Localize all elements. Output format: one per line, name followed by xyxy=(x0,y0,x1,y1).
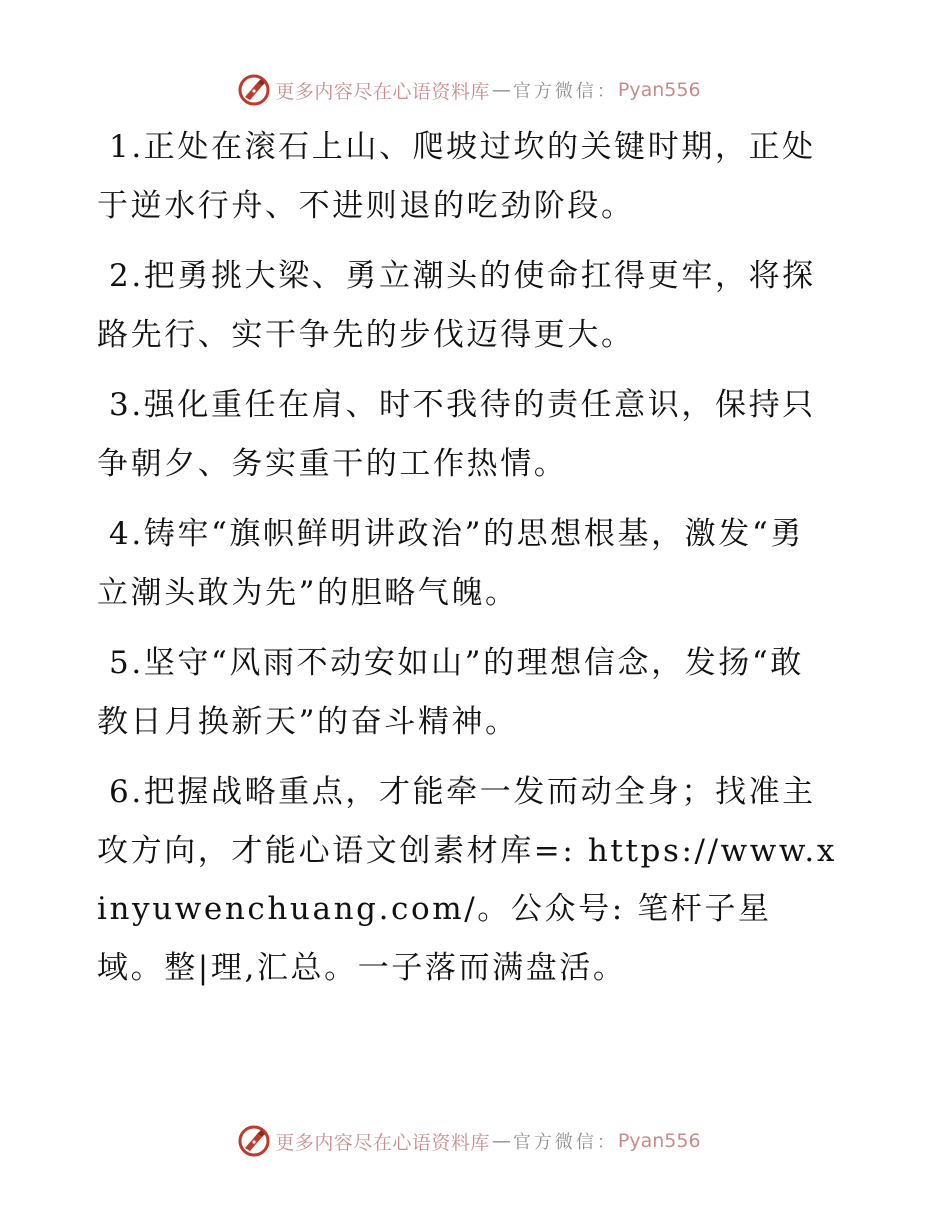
list-item xyxy=(97,634,837,751)
list-item xyxy=(97,505,837,622)
list-item xyxy=(97,376,837,493)
list-item-text: 5.坚守“风雨不动安如山”的理想信念，发扬“敢教日月换新天”的奋斗精神。 xyxy=(97,645,804,740)
list-item xyxy=(97,763,837,997)
header-banner xyxy=(0,70,950,110)
pen-nib-logo-icon xyxy=(237,73,271,107)
list-item-text: 4.铸牢“旗帜鲜明讲政治”的思想根基，激发“勇立潮头敢为先”的胆略气魄。 xyxy=(97,516,804,611)
banner-text: 更多内容尽在心语资料库 xyxy=(275,80,490,103)
list-item xyxy=(97,118,837,235)
banner-dash: — xyxy=(491,1130,511,1152)
banner-text: 更多内容尽在心语资料库 xyxy=(275,1131,490,1154)
list-item-text: 2.把勇挑大梁、勇立潮头的使命扛得更牢，将探路先行、实干争先的步伐迈得更大。 xyxy=(97,258,816,353)
footer-banner xyxy=(0,1121,950,1161)
banner-wechat-label: 官方微信： xyxy=(512,1132,618,1153)
banner-dash: — xyxy=(491,79,511,101)
banner-wechat-id: Pyan556 xyxy=(617,79,701,101)
list-item-text: 3.强化重任在肩、时不我待的责任意识，保持只争朝夕、务实重干的工作热情。 xyxy=(97,387,816,482)
pen-nib-logo-icon xyxy=(237,1124,271,1158)
list-item xyxy=(97,247,837,364)
document-body xyxy=(97,118,837,1009)
banner-wechat-id: Pyan556 xyxy=(617,1130,701,1152)
list-item-text: 1.正处在滚石上山、爬坡过坎的关键时期，正处于逆水行舟、不进则退的吃劲阶段。 xyxy=(97,129,816,224)
banner-wechat-label: 官方微信： xyxy=(512,81,618,102)
list-item-text: 6.把握战略重点，才能牵一发而动全身；找准主攻方向，才能心语文创素材库=: https://www.xinyuwenchuang.com/。公众号: 笔杆子星域。整|理,汇总。一子落而满盘活。 xyxy=(97,774,837,986)
